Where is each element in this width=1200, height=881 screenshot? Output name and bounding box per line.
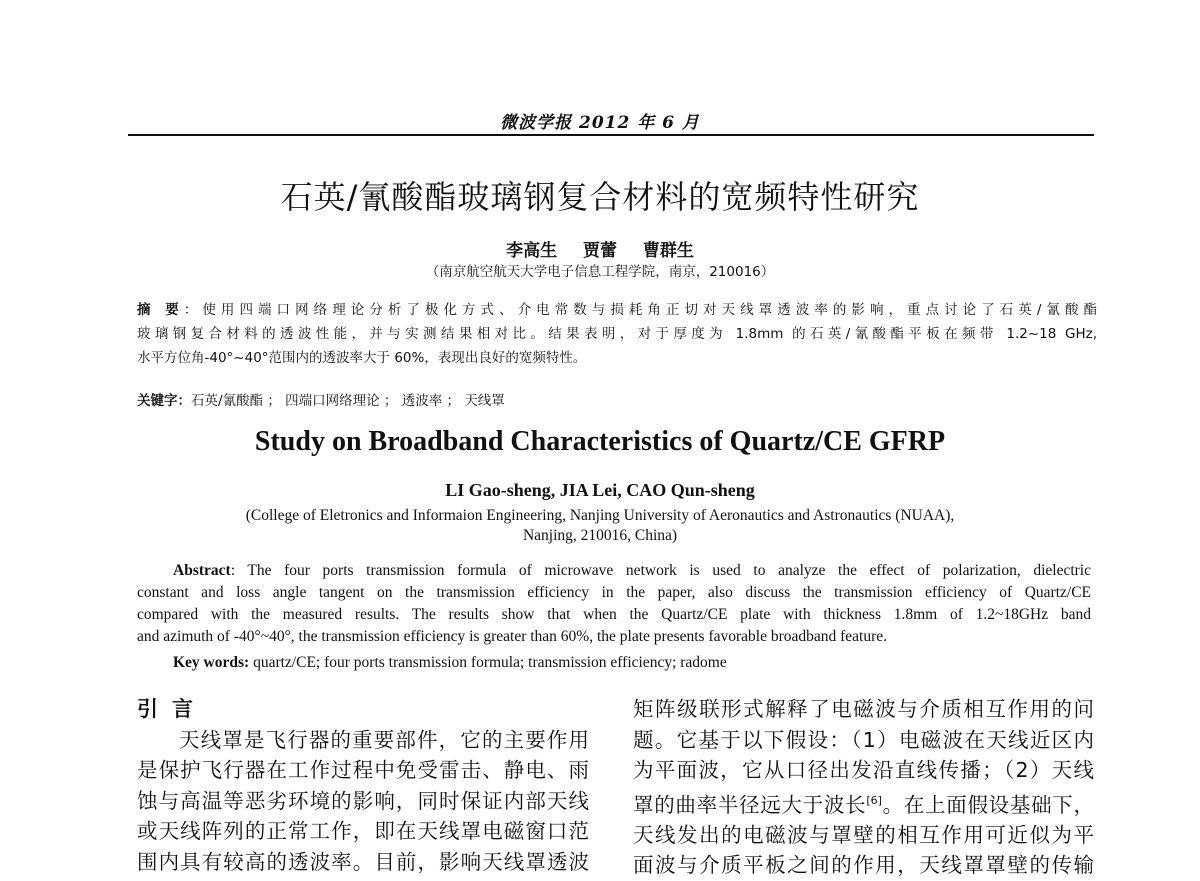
- english-keywords-text: quartz/CE; four ports transmission formula; transmission efficiency; radome: [249, 654, 727, 671]
- english-abstract: [137, 560, 1091, 648]
- header-rule: [128, 134, 1094, 136]
- english-abstract-line-1: Abstract: The four ports transmission formula of microwave network is used to analyze the effect of polarization, dielectric: [173, 562, 1091, 579]
- english-abstract-line-3: compared with the measured results. The results show that when the Quartz/CE plate with thickness 1.8mm of 1.2~18GHz band: [137, 606, 1091, 623]
- english-title: Study on Broadband Characteristics of Quartz/CE GFRP: [254, 426, 946, 457]
- body-right-column: [633, 694, 1094, 881]
- english-keywords: [173, 654, 727, 672]
- chinese-abstract: [137, 298, 1097, 370]
- author-2: 贾蕾: [583, 241, 617, 261]
- english-authors: LI Gao-sheng, JIA Lei, CAO Qun-sheng: [445, 480, 755, 500]
- chinese-keywords-text: 石英/氰酸酯 ； 四端口网络理论 ； 透波率 ； 天线罩: [191, 393, 505, 409]
- body-right-line-5: 天线发出的电磁波与罩壁的相互作用可近似为平: [633, 822, 1094, 847]
- chinese-title: 石英/氰酸酯玻璃钢复合材料的宽频特性研究: [280, 178, 920, 216]
- chinese-abstract-label: 摘 要: [137, 302, 184, 318]
- body-right-line-3: 为平面波，它从口径出发沿直线传播；（2）天线: [633, 758, 1094, 782]
- chinese-keywords-label: 关键字：: [137, 393, 191, 409]
- english-affiliation-line-2: Nanjing, 210016, China): [522, 527, 678, 544]
- chinese-affiliation: （南京航空航天大学电子信息工程学院，南京，210016）: [425, 264, 775, 280]
- english-abstract-line-2: constant and loss angle tangent on the transmission efficiency in the paper, also discuss the transmission efficiency of Quartz/CE: [137, 584, 1091, 601]
- english-abstract-line-4: and azimuth of -40°~40°, the transmission efficiency is greater than 60%, the plate presents favorable broadband feature.: [137, 628, 888, 645]
- citation-6: [6]: [866, 793, 882, 807]
- chinese-abstract-line-1: 摘 要：使用四端口网络理论分析了极化方式、介电常数与损耗角正切对天线罩透波率的影响，重点讨论了石英/氰酸酯: [137, 302, 1098, 318]
- english-keywords-label: Key words:: [173, 654, 250, 671]
- body-left-line-1: 天线罩是飞行器的重要部件，它的主要作用: [179, 727, 589, 752]
- english-affiliation: [0, 506, 1200, 546]
- body-left-line-5: 围内具有较高的透波率。目前，影响天线罩透波: [137, 849, 589, 874]
- body-right-line-6: 面波与介质平板之间的作用，天线罩罩壁的传输: [633, 853, 1094, 878]
- author-1: 李高生: [506, 241, 558, 261]
- body-right-line-2: 题。它基于以下假设：（1）电磁波在天线近区内: [633, 727, 1094, 752]
- body-left-line-4: 或天线阵列的正常工作，即在天线罩电磁窗口范: [137, 819, 589, 843]
- running-header: 微波学报 2012 年 6 月: [500, 113, 700, 133]
- body-right-line-1: 矩阵级联形式解释了电磁波与介质相互作用的问: [633, 697, 1094, 721]
- chinese-authors: [0, 236, 1200, 261]
- section-heading-introduction: 引言: [137, 697, 207, 721]
- author-3: 曹群生: [642, 241, 694, 261]
- english-abstract-label: Abstract: [173, 562, 231, 579]
- body-left-column: [137, 694, 589, 877]
- body-right-line-4: 罩的曲率半径远大于波长[6]。在上面假设基础下，: [633, 792, 1095, 817]
- chinese-abstract-line-2: 玻璃钢复合材料的透波性能，并与实测结果相对比。结果表明，对于厚度为 1.8mm 的石英/氰酸酯平板在频带 1.2~18 GHz,: [137, 326, 1097, 342]
- english-affiliation-line-1: (College of Eletronics and Informaion Engineering, Nanjing University of Aeronautics and Astronautics (NUAA),: [245, 507, 955, 524]
- chinese-keywords: [137, 389, 1097, 413]
- body-left-line-3: 蚀与高温等恶劣环境的影响，同时保证内部天线: [137, 788, 589, 813]
- body-left-line-2: 是保护飞行器在工作过程中免受雷击、静电、雨: [137, 758, 589, 782]
- chinese-abstract-line-3: 水平方位角-40°~40°范围内的透波率大于 60%，表现出良好的宽频特性。: [137, 350, 587, 366]
